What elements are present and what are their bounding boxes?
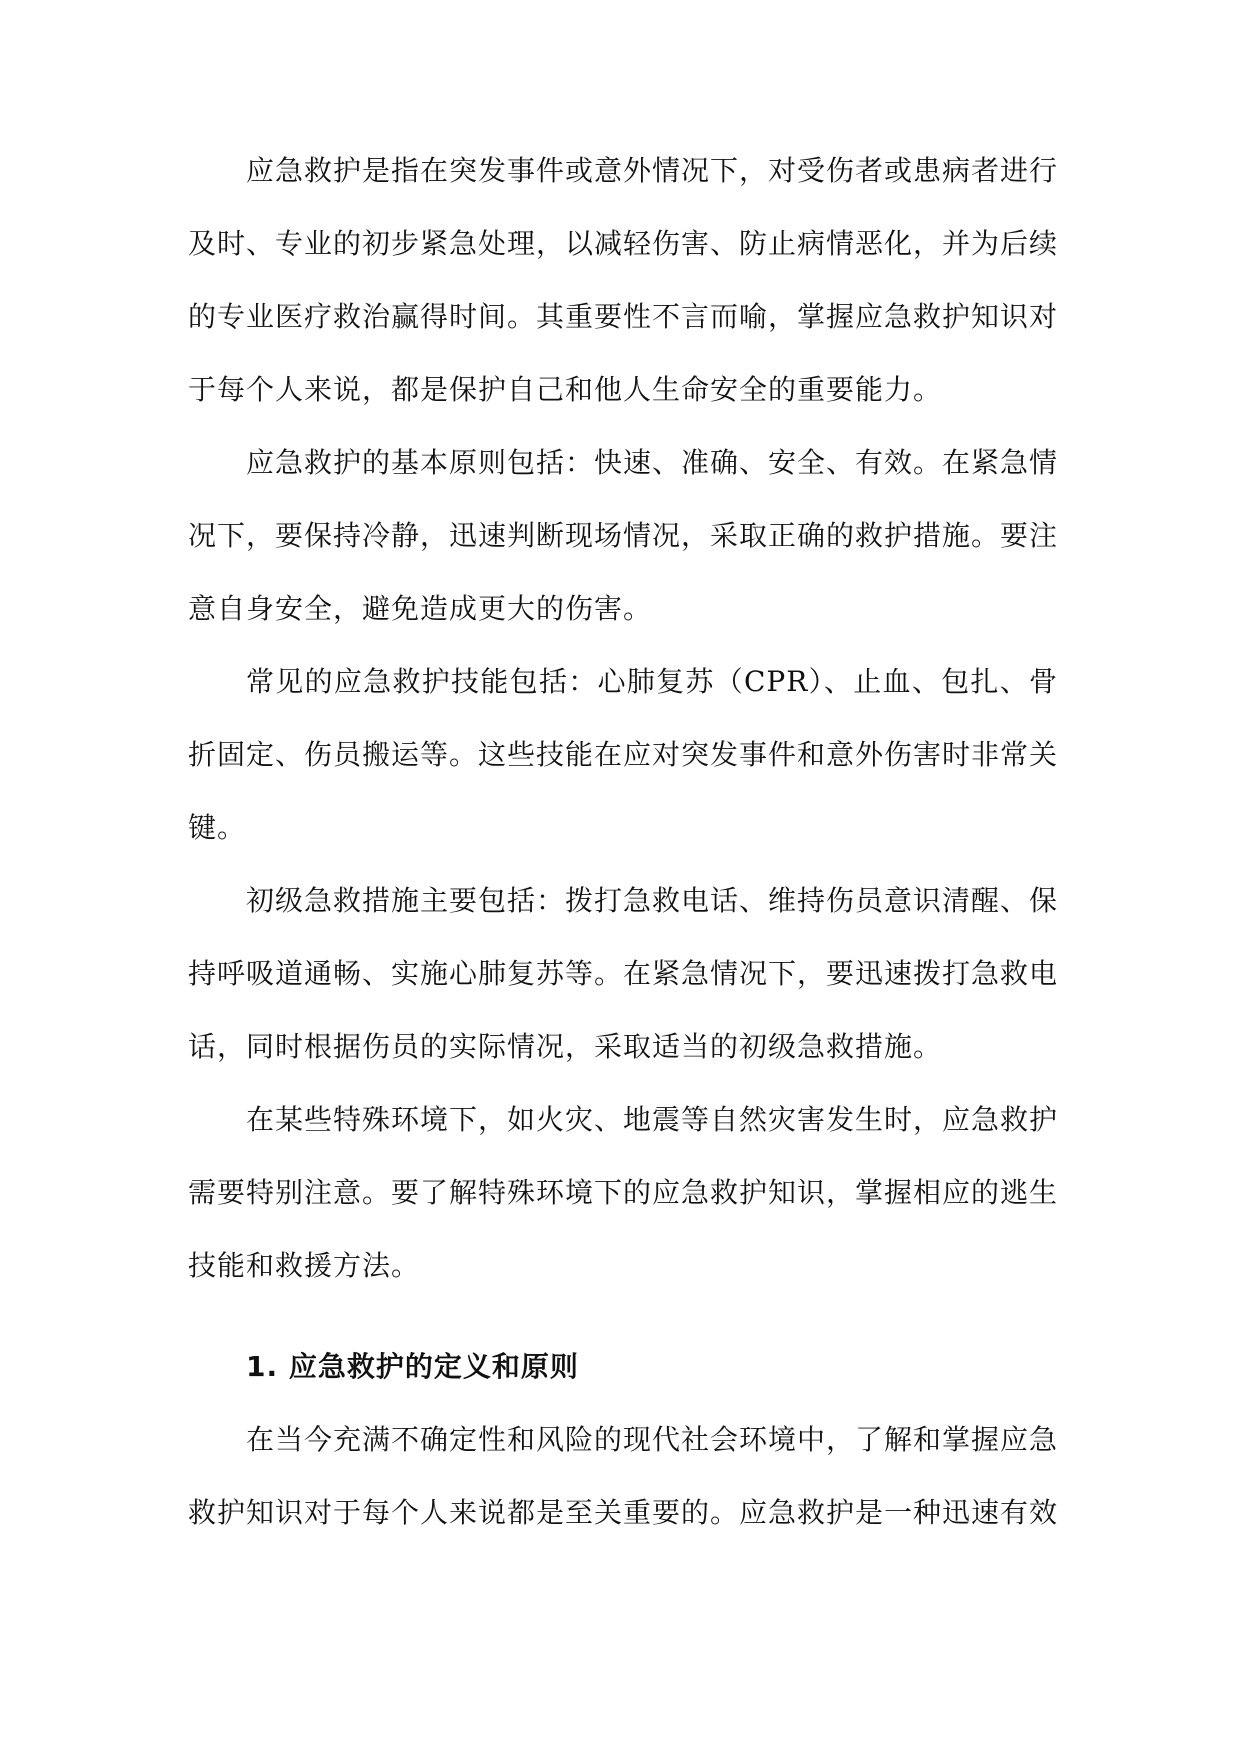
paragraph-special-environments: 在某些特殊环境下，如火灾、地震等自然灾害发生时，应急救护需要特别注意。要了解特殊环境下的应急救护知识，掌握相应的逃生技能和救援方法。 bbox=[188, 1103, 1059, 1282]
paragraph-section-body: 在当今充满不确定性和风险的现代社会环境中，了解和掌握应急救护知识对于每个人来说都是至关重要的。应急救护是一种迅速有效 bbox=[188, 1423, 1059, 1529]
section-heading: 1. 应急救护的定义和原则 bbox=[246, 1350, 579, 1383]
document-body bbox=[188, 134, 1058, 1549]
paragraph-skills: 常见的应急救护技能包括：心肺复苏（CPR）、止血、包扎、骨折固定、伤员搬运等。这些技能在应对突发事件和意外伤害时非常关键。 bbox=[188, 665, 1059, 844]
paragraph-first-aid-measures: 初级急救措施主要包括：拨打急救电话、维持伤员意识清醒、保持呼吸道通畅、实施心肺复苏等。在紧急情况下，要迅速拨打急救电话，同时根据伤员的实际情况，采取适当的初级急救措施。 bbox=[188, 884, 1059, 1063]
paragraph-intro: 应急救护是指在突发事件或意外情况下，对受伤者或患病者进行及时、专业的初步紧急处理，以减轻伤害、防止病情恶化，并为后续的专业医疗救治赢得时间。其重要性不言而喻，掌握应急救护知识对于每个人来说，都是保护自己和他人生命安全的重要能力。 bbox=[188, 154, 1059, 406]
paragraph-principles: 应急救护的基本原则包括：快速、准确、安全、有效。在紧急情况下，要保持冷静，迅速判断现场情况，采取正确的救护措施。要注意自身安全，避免造成更大的伤害。 bbox=[188, 446, 1059, 625]
